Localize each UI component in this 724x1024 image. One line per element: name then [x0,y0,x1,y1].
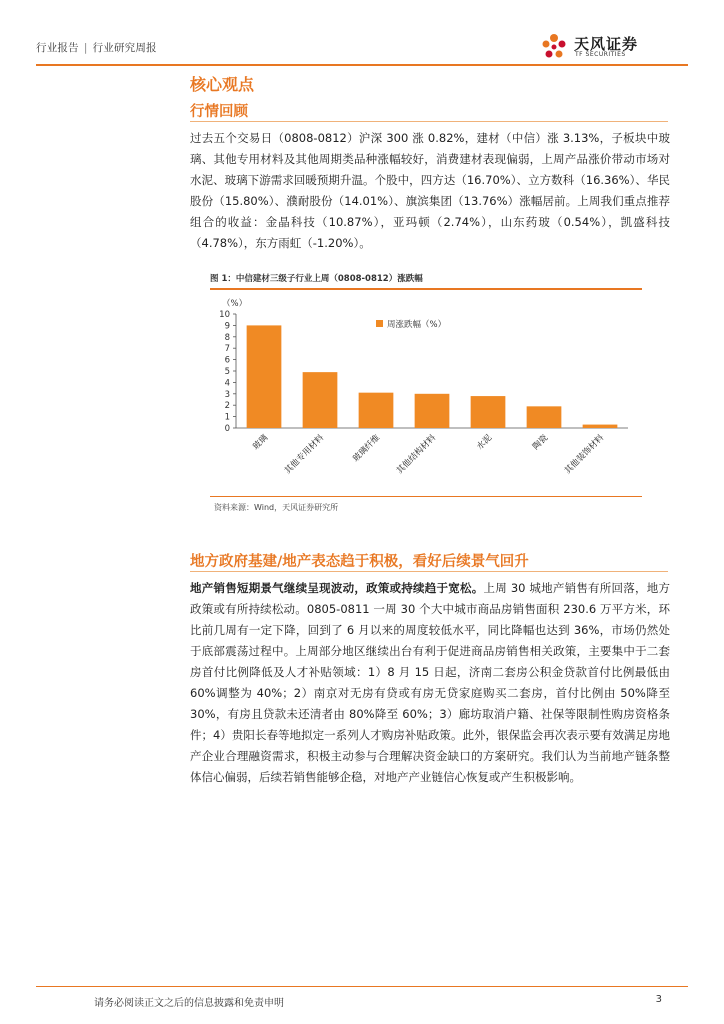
policy-text [190,578,670,788]
bar-3 [359,393,394,428]
bar-6 [527,406,562,428]
x-tick-label: 其他装饰材料 [562,433,607,477]
y-tick-label: 5 [224,367,230,377]
logo-mark-icon [540,32,568,60]
market-review-paragraph [190,128,670,254]
page-number: 3 [655,994,662,1005]
market-review-text: 过去五个交易日（0808-0812）沪深 300 涨 0.82%，建材（中信）涨 3.13%，子板块中玻璃、其他专用材料及其他周期类品种涨幅较好，消费建材表现偏弱，上周产品涨价带动市场对水泥、玻璃下游需求回暖预期升温。个股中，四方达（16.70%）、立方数科（16.36%）、华民股份（15.80%）、濮耐股份（14.01%）、旗滨集团（13.76%）涨幅居前。上周我们重点推荐组合的收益：金晶科技（10.87%），亚玛顿（2.74%），山东药玻（0.54%），凯盛科技（4.78%），东方雨虹（-1.20%）。 [190,131,670,250]
x-tick-label: 陶瓷 [531,433,551,453]
y-tick-label: 0 [224,424,230,434]
logo-text-en: TF SECURITIES [575,51,626,58]
figure-source: 资料来源：Wind，天风证券研究所 [214,503,339,512]
section-title-policy: 地方政府基建/地产表态趋于积极，看好后续景气回升 [190,554,529,570]
section-title-core-view: 核心观点 [190,75,255,94]
legend-swatch [376,320,383,327]
bar-chart [210,290,642,496]
report-category: 行业报告 [36,42,79,54]
x-tick-label: 其他专用材料 [282,433,327,477]
report-type [36,40,157,55]
bar-1 [247,325,282,428]
x-tick-label: 玻璃纤维 [350,433,383,465]
x-tick-label: 水泥 [475,433,495,453]
header-rule [36,64,688,66]
x-tick-label: 其他结构材料 [394,433,439,477]
y-tick-label: 2 [224,401,230,412]
policy-body: 上周 30 城地产销售有所回落，地方政策或有所持续松动。0805-0811 一周 30 个大中城市商品房销售面积 230.6 万平方米，环比前几周有一定下降，回到了 6 月以来的周度较低水平，同比降幅也达到 36%，市场仍然处于底部震荡过程中。上周部分地区继续出台有利于促进商品房销售相关政策，主要集中于二套房首付比例降低及人才补贴领域：1）8 月 15 日起，济南二套房公积金贷款首付比例最低由 60%调整为 40%；2）南京对无房有贷或有房无贷家庭购买二套房，首付比例由 50%降至 30%，有房且贷款未还清者由 80%降至 60%；3）廊坊取消户籍、社保等限制性购房资格条件；4）贵阳长春等地拟定一系列人才购房补贴政策。此外，银保监会再次表示要有效满足房地产企业合理融资需求，积极主动参与合理解决资金缺口的方案研究。我们认为当前地产链条整体信心偏弱，后续若销售能够企稳，对地产产业链信心恢复或产生积极影响。 [190,581,670,784]
subsection-rule [190,121,668,122]
disclaimer-link[interactable]: 请务必阅读正文之后的信息披露和免责申明 [94,998,284,1009]
company-logo [540,30,670,64]
y-tick-label: 10 [219,310,230,320]
y-tick-label: 8 [224,332,230,343]
figure-1 [210,264,642,518]
figure-rule-bottom [210,496,642,497]
y-tick-label: 9 [224,321,230,332]
y-tick-label: 4 [224,378,230,389]
bar-7 [583,425,618,428]
section-rule [190,571,668,572]
policy-paragraph [190,578,670,788]
report-subcategory: 行业研究周报 [92,42,157,54]
y-tick-label: 6 [224,355,230,366]
legend-label: 周涨跌幅（%） [387,320,447,330]
footer-rule [36,986,688,987]
bar-5 [471,396,506,428]
bar-4 [415,394,450,428]
logo-text-cn: 天风证券 [574,35,639,53]
y-axis-unit-label: （%） [222,299,248,309]
policy-lead: 地产销售短期景气继续呈现波动，政策或持续趋于宽松。 [190,581,484,595]
y-tick-label: 7 [224,344,230,355]
x-tick-label: 玻璃 [251,433,271,453]
page-header [36,30,688,64]
bar-2 [303,372,338,428]
y-tick-label: 3 [224,389,230,400]
figure-title: 图 1：中信建材三级子行业上周（0808-0812）涨跌幅 [210,274,423,284]
header-separator: | [83,42,88,54]
subsection-title-market-review: 行情回顾 [190,104,248,120]
y-tick-label: 1 [224,412,230,423]
